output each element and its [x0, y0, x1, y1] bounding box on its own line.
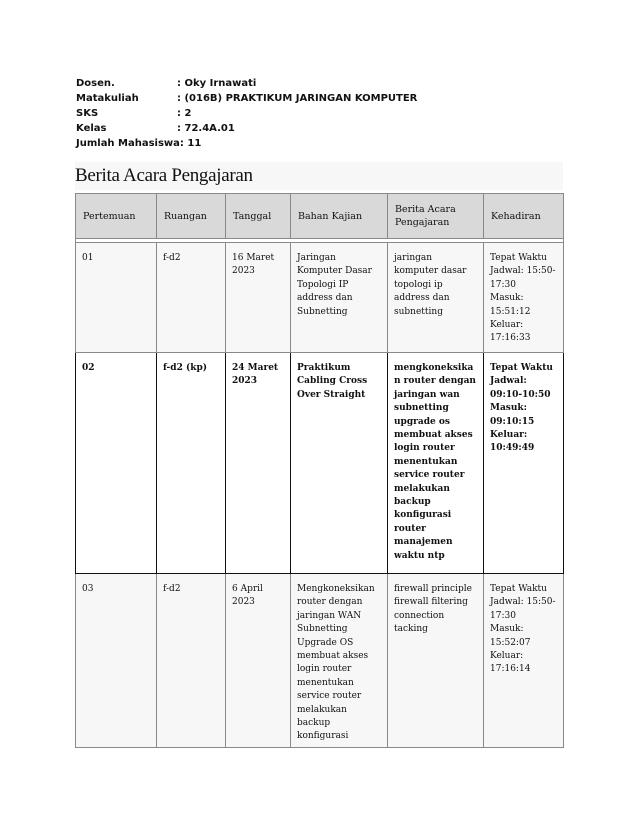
info-row-dosen	[76, 76, 417, 91]
kehadiran-masuk: 15:51:12	[490, 306, 531, 317]
kehadiran-keluar-label: Keluar:	[490, 320, 524, 331]
jumlah-value: : 11	[179, 138, 202, 149]
info-row-kelas	[76, 121, 417, 136]
kehadiran-jadwal: Jadwal: 09:10-10:50	[490, 376, 551, 400]
cell-bahan-kajian: Praktikum Cabling Cross Over Straight	[291, 353, 388, 574]
table-row	[76, 574, 564, 748]
cell-berita-acara: jaringan komputer dasar topologi ip address dan subnetting	[388, 243, 484, 353]
info-row-sks	[76, 106, 417, 121]
kehadiran-masuk: 09:10:15	[490, 416, 535, 427]
header-tanggal: Tanggal	[226, 194, 291, 239]
page-title: Berita Acara Pengajaran	[75, 162, 563, 190]
sks-label: SKS	[76, 108, 99, 119]
kehadiran-status: Tepat Waktu	[490, 253, 547, 263]
dosen-label: Dosen.	[76, 78, 115, 89]
cell-berita-acara: firewall principle firewall filtering connection tacking	[388, 574, 484, 748]
kehadiran-status: Tepat Waktu	[490, 584, 547, 594]
kehadiran-keluar: 17:16:14	[490, 664, 531, 675]
kehadiran-keluar-label: Keluar:	[490, 651, 524, 662]
table-row	[76, 353, 564, 574]
cell-pertemuan: 01	[76, 243, 157, 353]
kelas-value: : 72.4A.01	[177, 123, 235, 134]
cell-bahan-kajian: Mengkoneksikan router dengan jaringan WAN Subnetting Upgrade OS membuat akses login router menentukan service router melakukan backup konfigurasi	[291, 574, 388, 748]
kehadiran-status: Tepat Waktu	[490, 363, 553, 373]
kehadiran-jadwal: Jadwal: 15:50-17:30	[490, 597, 556, 621]
cell-ruangan: f-d2	[157, 574, 226, 748]
cell-tanggal: 24 Maret 2023	[226, 353, 291, 574]
kehadiran-keluar: 10:49:49	[490, 443, 535, 454]
attendance-table	[75, 193, 564, 748]
kehadiran-jadwal: Jadwal: 15:50-17:30	[490, 266, 556, 290]
table-row	[76, 243, 564, 353]
info-row-jumlah	[76, 136, 417, 151]
kehadiran-masuk: 15:52:07	[490, 637, 531, 648]
cell-ruangan: f-d2	[157, 243, 226, 353]
kehadiran-masuk-label: Masuk:	[490, 624, 524, 635]
cell-pertemuan: 02	[76, 353, 157, 574]
cell-kehadiran	[484, 243, 564, 353]
cell-pertemuan: 03	[76, 574, 157, 748]
cell-tanggal: 6 April 2023	[226, 574, 291, 748]
header-ruangan: Ruangan	[157, 194, 226, 239]
cell-kehadiran	[484, 574, 564, 748]
matakuliah-label: Matakuliah	[76, 93, 139, 104]
cell-ruangan: f-d2 (kp)	[157, 353, 226, 574]
cell-berita-acara: mengkoneksikan router dengan jaringan wan subnetting upgrade os membuat akses login router menentukan service router melakukan backup konfigurasi router manajemen waktu ntp	[388, 353, 484, 574]
kehadiran-keluar-label: Keluar:	[490, 430, 528, 441]
course-info	[76, 76, 417, 151]
kelas-label: Kelas	[76, 123, 107, 134]
info-row-matakuliah	[76, 91, 417, 106]
cell-tanggal: 16 Maret 2023	[226, 243, 291, 353]
table-header-row	[76, 194, 564, 239]
header-pertemuan: Pertemuan	[76, 194, 157, 239]
kehadiran-masuk-label: Masuk:	[490, 293, 524, 304]
jumlah-label: Jumlah Mahasiswa	[76, 138, 180, 149]
sks-value: : 2	[177, 108, 192, 119]
header-berita-acara: Berita Acara Pengajaran	[388, 194, 484, 239]
header-kehadiran: Kehadiran	[484, 194, 564, 239]
cell-kehadiran	[484, 353, 564, 574]
dosen-value: : Oky Irnawati	[177, 78, 257, 89]
cell-bahan-kajian: Jaringan Komputer Dasar Topologi IP address dan Subnetting	[291, 243, 388, 353]
kehadiran-masuk-label: Masuk:	[490, 403, 527, 414]
matakuliah-value: : (016B) PRAKTIKUM JARINGAN KOMPUTER	[177, 93, 418, 104]
kehadiran-keluar: 17:16:33	[490, 333, 531, 344]
header-bahan-kajian: Bahan Kajian	[291, 194, 388, 239]
